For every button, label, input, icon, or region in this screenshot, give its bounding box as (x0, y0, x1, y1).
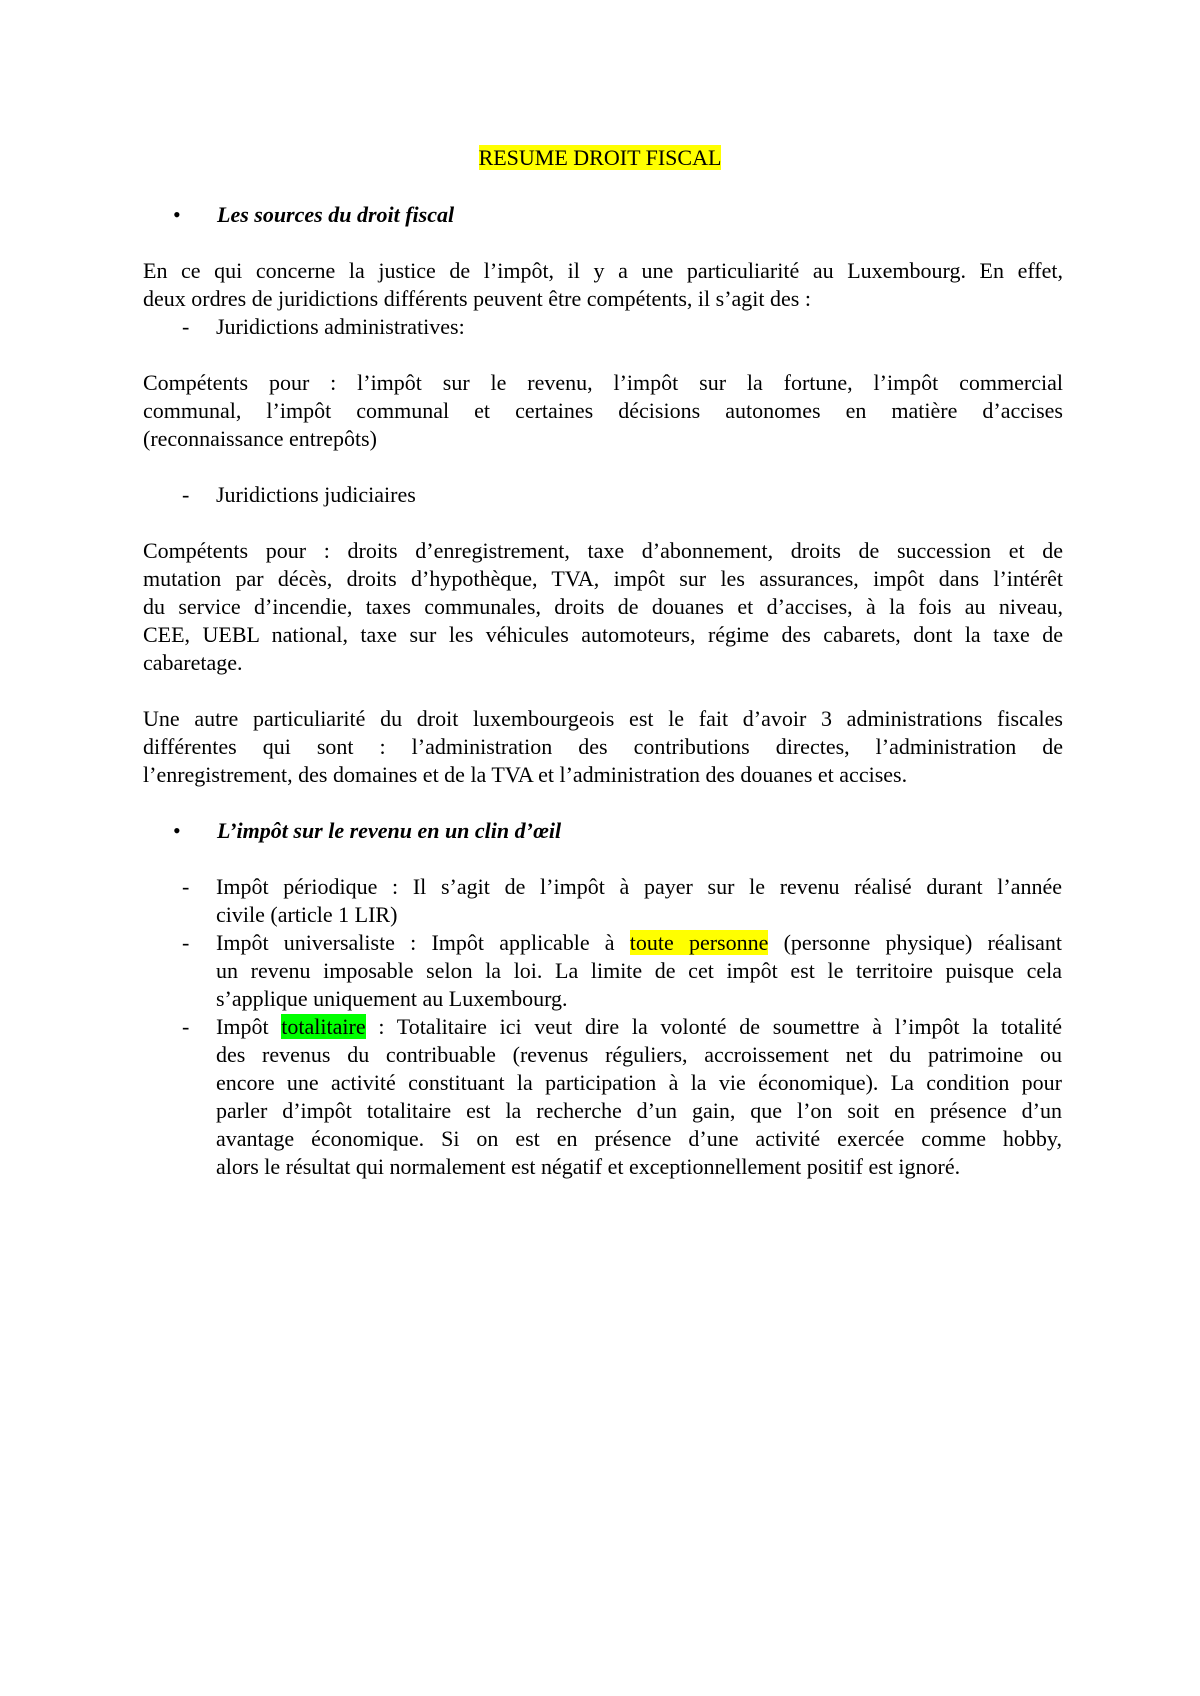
highlight-totalitaire: totalitaire (281, 1014, 366, 1039)
list-item-line (216, 929, 1062, 957)
administrations-paragraph (143, 705, 1063, 789)
competence-paragraph-administratives (143, 369, 1063, 453)
list-item-text: Juridictions judiciaires (216, 482, 416, 507)
list-item-impot-periodique (182, 873, 1062, 929)
paragraph-line: deux ordres de juridictions différents peuvent être compétents, il s’agit des : (143, 286, 811, 311)
section-heading-text: L’impôt sur le revenu en un clin d’œil (217, 818, 562, 843)
paragraph-line: (reconnaissance entrepôts) (143, 426, 377, 451)
paragraph-line: communal, l’impôt communal et certaines décisions autonomes en matière d’accises (143, 398, 1063, 423)
list-item-judiciaires (182, 481, 1062, 509)
list-item-line: un revenu imposable selon la loi. La limite de cet impôt est le territoire puisque cela (216, 958, 1062, 983)
dash-marker: - (182, 874, 190, 899)
list-item-text (216, 929, 1062, 1013)
list-item-line (216, 1013, 1062, 1041)
intro-paragraph (143, 257, 1063, 313)
list-item-impot-totalitaire (182, 1013, 1062, 1181)
title-highlight: RESUME DROIT FISCAL (478, 145, 722, 170)
document-title (0, 144, 1200, 172)
dash-marker: - (182, 482, 190, 507)
paragraph-line: En ce qui concerne la justice de l’impôt, il y a une particuliarité au Luxembourg. En effet, (143, 258, 1063, 283)
paragraph-line: l’enregistrement, des domaines et de la TVA et l’administration des douanes et accises. (143, 762, 908, 787)
list-item-text (216, 873, 1062, 929)
text-run: (personne physique) réalisant (768, 930, 1062, 955)
paragraph-line: Une autre particuliarité du droit luxembourgeois est le fait d’avoir 3 administrations fiscales (143, 706, 1063, 731)
competence-paragraph-judiciaires (143, 537, 1063, 677)
highlight-toute-personne: toute personne (629, 930, 769, 955)
paragraph-line: mutation par décès, droits d’hypothèque, TVA, impôt sur les assurances, impôt dans l’intérêt (143, 566, 1063, 591)
text-run: : Totalitaire ici veut dire la volonté de soumettre à l’impôt la totalité (365, 1014, 1062, 1039)
text-run: Impôt universaliste : Impôt applicable à (216, 930, 630, 955)
list-item-line: Impôt périodique : Il s’agit de l’impôt à payer sur le revenu réalisé durant l’année (216, 874, 1062, 899)
list-item-line: civile (article 1 LIR) (216, 902, 398, 927)
paragraph-line: Compétents pour : droits d’enregistrement, taxe d’abonnement, droits de succession et de (143, 538, 1063, 563)
text-run: Impôt (216, 1014, 282, 1039)
list-item-line: encore une activité constituant la participation à la vie économique). La condition pour (216, 1070, 1062, 1095)
bullet-icon: • (173, 818, 181, 843)
section-heading-text: Les sources du droit fiscal (217, 202, 455, 227)
list-item-line: avantage économique. Si on est en présence d’une activité exercée comme hobby, (216, 1126, 1062, 1151)
paragraph-line: du service d’incendie, taxes communales, droits de douanes et d’accises, à la fois au niveau, (143, 594, 1063, 619)
list-item-administratives (182, 313, 1062, 341)
paragraph-line: Compétents pour : l’impôt sur le revenu, l’impôt sur la fortune, l’impôt commercial (143, 370, 1063, 395)
list-item-line: parler d’impôt totalitaire est la recherche d’un gain, que l’on soit en présence d’un (216, 1098, 1062, 1123)
list-item-text (216, 1013, 1062, 1181)
list-item-line: des revenus du contribuable (revenus réguliers, accroissement net du patrimoine ou (216, 1042, 1062, 1067)
dash-marker: - (182, 1014, 190, 1039)
bullet-icon: • (173, 202, 181, 227)
dash-marker: - (182, 314, 190, 339)
list-item-line: alors le résultat qui normalement est négatif et exceptionnellement positif est ignoré. (216, 1154, 961, 1179)
paragraph-line: CEE, UEBL national, taxe sur les véhicules automoteurs, régime des cabarets, dont la taxe de (143, 622, 1063, 647)
list-item-line: s’applique uniquement au Luxembourg. (216, 986, 568, 1011)
paragraph-line: cabaretage. (143, 650, 243, 675)
list-item-text: Juridictions administratives: (216, 314, 465, 339)
paragraph-line: différentes qui sont : l’administration des contributions directes, l’administration de (143, 734, 1063, 759)
list-item-impot-universaliste (182, 929, 1062, 1013)
dash-marker: - (182, 930, 190, 955)
section-heading-sources (173, 201, 454, 229)
section-heading-impot-revenu (173, 817, 561, 845)
